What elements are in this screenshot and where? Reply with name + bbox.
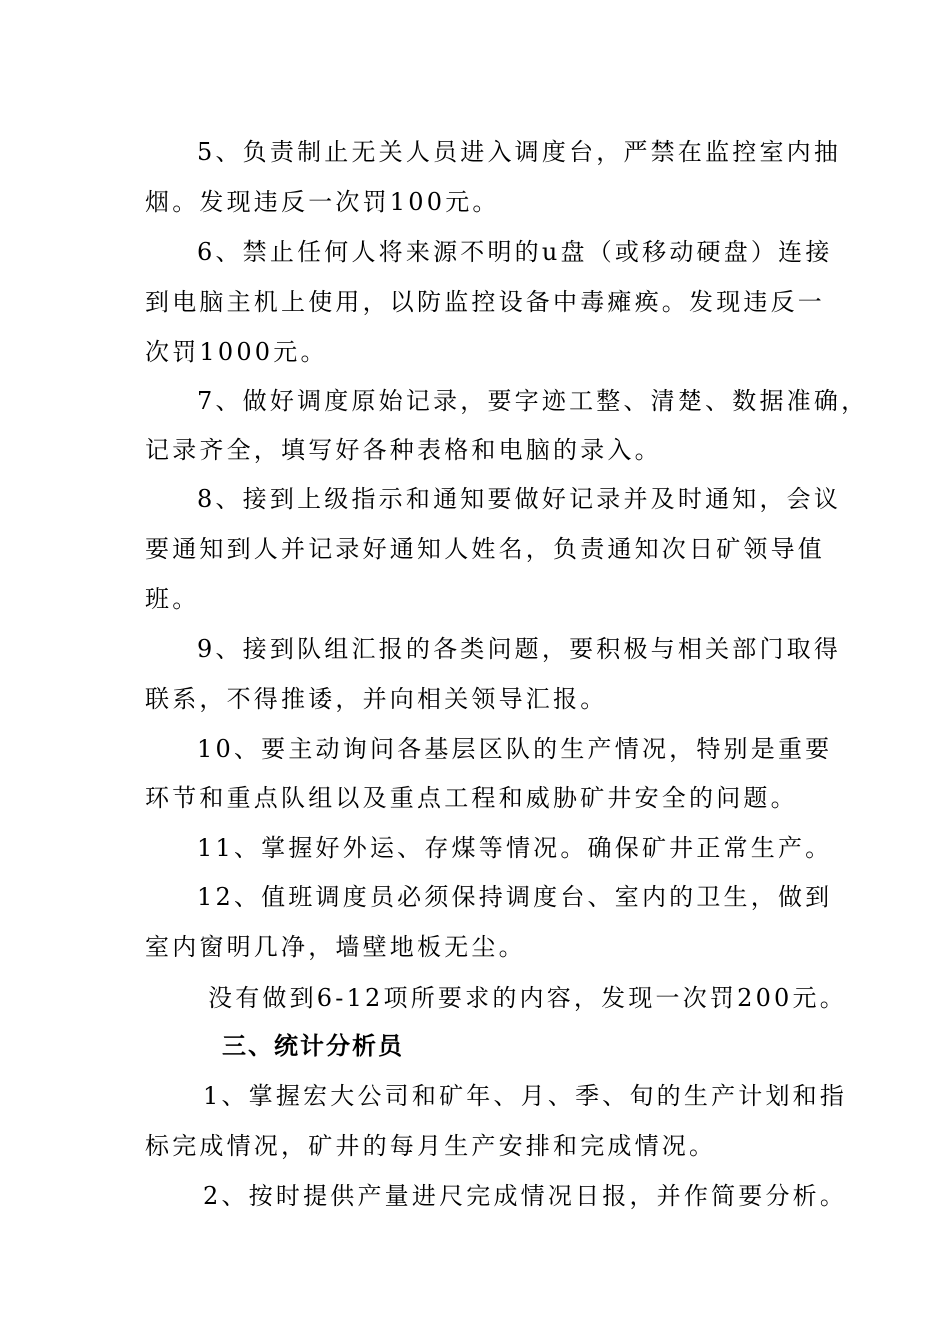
text-line: 要通知到人并记录好通知人姓名，负责通知次日矿领导值 (145, 535, 825, 563)
text-line: 环节和重点队组以及重点工程和威胁矿井安全的问题。 (145, 784, 798, 812)
text-line: 2、按时提供产量进尺完成情况日报，并作简要分析。 (203, 1182, 848, 1210)
text-line: 标完成情况，矿井的每月生产安排和完成情况。 (145, 1132, 717, 1160)
text-line: 烟。发现违反一次罚100元。 (145, 188, 500, 216)
text-line: 6、禁止任何人将来源不明的u盘（或移动硬盘）连接 (197, 238, 833, 266)
text-line: 到电脑主机上使用，以防监控设备中毒瘫痪。发现违反一 (145, 288, 825, 316)
text-line: 8、接到上级指示和通知要做好记录并及时通知，会议 (197, 485, 842, 513)
section-heading: 三、统计分析员 (222, 1032, 404, 1060)
text-line: 11、掌握好外运、存煤等情况。确保矿井正常生产。 (197, 834, 833, 862)
text-line: 12、值班调度员必须保持调度台、室内的卫生，做到 (197, 883, 833, 911)
text-line: 联系，不得推诿，并向相关领导汇报。 (145, 685, 608, 713)
text-line: 室内窗明几净，墙壁地板无尘。 (145, 933, 526, 961)
text-line: 10、要主动询问各基层区队的生产情况，特别是重要 (197, 735, 833, 763)
text-line: 班。 (145, 585, 200, 613)
text-line: 记录齐全，填写好各种表格和电脑的录入。 (145, 436, 662, 464)
text-line: 5、负责制止无关人员进入调度台，严禁在监控室内抽 (197, 138, 842, 166)
text-line: 次罚1000元。 (145, 338, 328, 366)
text-line: 9、接到队组汇报的各类问题，要积极与相关部门取得 (197, 635, 842, 663)
text-line: 7、做好调度原始记录，要字迹工整、清楚、数据准确， (197, 387, 869, 415)
text-line: 1、掌握宏大公司和矿年、月、季、旬的生产计划和指 (203, 1082, 848, 1110)
text-line: 没有做到6-12项所要求的内容，发现一次罚200元。 (208, 984, 847, 1012)
